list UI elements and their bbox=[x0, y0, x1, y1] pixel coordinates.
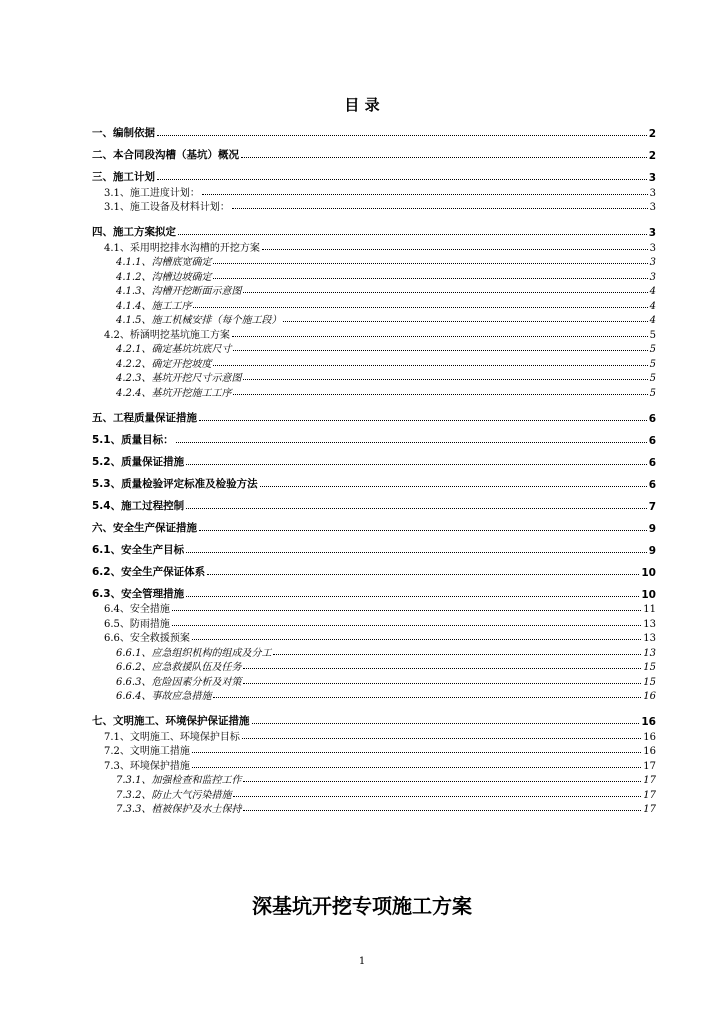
toc-entry[interactable] bbox=[92, 801, 656, 816]
toc-entry[interactable] bbox=[92, 425, 656, 447]
toc-dot-leader bbox=[252, 723, 640, 724]
toc-entry[interactable] bbox=[92, 239, 656, 254]
toc-dot-leader bbox=[199, 530, 647, 531]
toc-dot-leader bbox=[262, 249, 648, 250]
toc-dot-leader bbox=[172, 625, 641, 626]
toc-entry-text: 二、本合同段沟槽（基坑）概况 bbox=[92, 149, 239, 161]
toc-entry[interactable] bbox=[92, 162, 656, 184]
toc-entry[interactable] bbox=[92, 688, 656, 703]
toc-entry-page: 6 bbox=[648, 412, 656, 425]
toc-entry-page: 7 bbox=[648, 500, 656, 513]
toc-dot-leader bbox=[243, 668, 641, 669]
toc-entry-text: 3.1、施工进度计划： bbox=[104, 187, 200, 199]
toc-entry-text: 5.2、质量保证措施 bbox=[92, 455, 185, 468]
toc-dot-leader bbox=[233, 394, 647, 395]
toc-dot-leader bbox=[241, 157, 647, 158]
toc-entry-page: 13 bbox=[643, 618, 656, 630]
toc-entry-text: 5.1、质量目标： bbox=[92, 433, 174, 446]
toc-entry-page: 15 bbox=[643, 662, 656, 673]
toc-entry-text: 7.3、环境保护措施 bbox=[104, 760, 190, 772]
toc-entry-text: 三、施工计划 bbox=[92, 171, 155, 183]
toc-entry[interactable] bbox=[92, 601, 656, 616]
toc-dot-leader bbox=[233, 350, 647, 351]
toc-entry-text: 四、施工方案拟定 bbox=[92, 226, 176, 238]
toc-entry-text: 5.3、质量检验评定标准及检验方法 bbox=[92, 477, 258, 490]
toc-entry-page: 13 bbox=[643, 633, 656, 644]
toc-entry-text: 7.1、文明施工、环境保护目标 bbox=[104, 731, 240, 743]
toc-dot-leader bbox=[186, 596, 639, 597]
toc-entry[interactable] bbox=[92, 184, 656, 199]
toc-entry-page: 11 bbox=[643, 604, 656, 615]
toc-entry[interactable] bbox=[92, 757, 656, 772]
toc-entry[interactable] bbox=[92, 786, 656, 801]
toc-dot-leader bbox=[213, 278, 647, 279]
toc-dot-leader bbox=[199, 420, 647, 421]
toc-entry[interactable] bbox=[92, 355, 656, 370]
toc-entry[interactable] bbox=[92, 513, 656, 535]
toc-entry[interactable] bbox=[92, 341, 656, 356]
toc-dot-leader bbox=[178, 234, 647, 235]
toc-dot-leader bbox=[213, 697, 641, 698]
toc-entry-text: 6.1、安全生产目标 bbox=[92, 543, 185, 556]
toc-entry-page: 6 bbox=[648, 478, 656, 491]
toc-entry-page: 17 bbox=[643, 804, 656, 815]
toc-dot-leader bbox=[157, 179, 647, 180]
toc-dot-leader bbox=[192, 767, 641, 768]
toc-entry-text: 7.3.3、植被保护及水土保持 bbox=[116, 804, 242, 815]
toc-dot-leader bbox=[202, 194, 648, 195]
toc-entry-text: 6.4、安全措施 bbox=[104, 604, 170, 615]
toc-entry-page: 17 bbox=[643, 789, 656, 801]
toc-entry-page: 10 bbox=[641, 588, 656, 601]
toc-entry-text: 4.2、桥涵明挖基坑施工方案 bbox=[104, 329, 230, 341]
toc-entry-page: 6 bbox=[648, 456, 656, 469]
toc-entry[interactable] bbox=[92, 491, 656, 513]
toc-entry-page: 16 bbox=[643, 691, 656, 702]
toc-entry-page: 13 bbox=[643, 647, 656, 659]
toc-entry-page: 9 bbox=[648, 522, 656, 535]
toc-entry-page: 2 bbox=[648, 150, 656, 162]
page-number: 1 bbox=[358, 956, 366, 967]
toc-entry-page: 15 bbox=[643, 676, 656, 688]
toc-dot-leader bbox=[172, 610, 641, 611]
toc-entry-text: 六、安全生产保证措施 bbox=[92, 521, 197, 534]
toc-dot-leader bbox=[233, 796, 641, 797]
toc-entry-page: 10 bbox=[641, 566, 656, 579]
toc-dot-leader bbox=[232, 208, 648, 209]
toc-entry[interactable] bbox=[92, 254, 656, 269]
toc-entry-text: 6.3、安全管理措施 bbox=[92, 587, 185, 600]
toc-entry[interactable] bbox=[92, 312, 656, 327]
toc-dot-leader bbox=[157, 135, 647, 136]
toc-entry-text: 6.5、防雨措施 bbox=[104, 618, 170, 630]
toc-entry-page: 5 bbox=[649, 329, 656, 341]
toc-entry-text: 4.1.5、施工机械安排（每个施工段） bbox=[116, 315, 282, 326]
toc-entry[interactable] bbox=[92, 644, 656, 659]
toc-entry[interactable] bbox=[92, 297, 656, 312]
toc-title: 目 录 bbox=[344, 96, 380, 114]
toc-entry[interactable] bbox=[92, 673, 656, 688]
toc-entry[interactable] bbox=[92, 630, 656, 645]
toc-entry-page: 3 bbox=[649, 271, 656, 283]
toc-entry-page: 3 bbox=[648, 227, 656, 239]
toc-dot-leader bbox=[232, 336, 648, 337]
toc-entry-page: 5 bbox=[649, 344, 656, 355]
toc-dot-leader bbox=[243, 683, 641, 684]
toc-entry[interactable] bbox=[92, 370, 656, 385]
toc-entry-text: 6.6.2、应急救援队伍及任务 bbox=[116, 662, 242, 673]
toc-entry-text: 3.1、施工设备及材料计划： bbox=[104, 202, 230, 213]
toc-entry[interactable] bbox=[92, 579, 656, 601]
toc-entry-page: 16 bbox=[643, 746, 656, 757]
toc-entry[interactable] bbox=[92, 217, 656, 239]
toc-entry-page: 16 bbox=[643, 731, 656, 743]
toc-dot-leader bbox=[176, 442, 647, 443]
toc-dot-leader bbox=[273, 654, 641, 655]
toc-entry-page: 17 bbox=[643, 760, 656, 772]
toc-entry-text: 4.2.4、基坑开挖施工工序 bbox=[116, 387, 232, 399]
toc-entry-page: 5 bbox=[649, 387, 656, 399]
toc-entry-page: 2 bbox=[648, 128, 656, 140]
toc-entry[interactable] bbox=[92, 326, 656, 341]
toc-entry-text: 6.6、安全救援预案 bbox=[104, 633, 190, 644]
toc-entry[interactable] bbox=[92, 728, 656, 743]
toc-dot-leader bbox=[186, 464, 647, 465]
toc-dot-leader bbox=[186, 508, 647, 509]
toc-entry-page: 5 bbox=[649, 358, 656, 370]
toc-dot-leader bbox=[207, 574, 639, 575]
toc-entry-page: 17 bbox=[643, 775, 656, 786]
toc-entry-text: 4.1.1、沟槽底宽确定 bbox=[116, 257, 212, 268]
toc-dot-leader bbox=[260, 486, 647, 487]
toc-dot-leader bbox=[242, 738, 641, 739]
toc-entry-text: 6.6.3、危险因素分析及对策 bbox=[116, 676, 242, 688]
toc-entry[interactable] bbox=[92, 268, 656, 283]
toc-entry-page: 3 bbox=[649, 257, 656, 268]
toc-dot-leader bbox=[213, 263, 647, 264]
toc-dot-leader bbox=[213, 365, 647, 366]
toc-entry-text: 6.2、安全生产保证体系 bbox=[92, 565, 206, 578]
toc-entry-page: 3 bbox=[648, 172, 656, 184]
toc-entry-text: 6.6.1、应急组织机构的组成及分工 bbox=[116, 647, 272, 659]
toc-entry[interactable] bbox=[92, 557, 656, 579]
toc-entry-text: 五、工程质量保证措施 bbox=[92, 411, 197, 424]
toc-dot-leader bbox=[243, 810, 641, 811]
table-of-contents bbox=[92, 118, 656, 815]
toc-entry-text: 4.1.3、沟槽开挖断面示意图 bbox=[116, 286, 242, 297]
toc-entry-page: 4 bbox=[649, 286, 656, 297]
toc-entry[interactable] bbox=[92, 140, 656, 162]
toc-entry-text: 4.1.4、施工工序 bbox=[116, 300, 192, 312]
toc-entry-page: 6 bbox=[648, 434, 656, 447]
toc-entry-page: 3 bbox=[649, 242, 656, 254]
toc-entry[interactable] bbox=[92, 772, 656, 787]
toc-entry[interactable] bbox=[92, 384, 656, 399]
toc-entry[interactable] bbox=[92, 403, 656, 425]
toc-entry[interactable] bbox=[92, 706, 656, 728]
toc-entry-text: 4.2.1、确定基坑坑底尺寸 bbox=[116, 344, 232, 355]
toc-entry[interactable] bbox=[92, 118, 656, 140]
toc-entry[interactable] bbox=[92, 199, 656, 214]
toc-entry-text: 7.3.1、加强检查和监控工作 bbox=[116, 775, 242, 786]
toc-entry[interactable] bbox=[92, 615, 656, 630]
toc-entry-page: 9 bbox=[648, 544, 656, 557]
toc-entry-text: 7.3.2、防止大气污染措施 bbox=[116, 789, 232, 801]
document-title: 深基坑开挖专项施工方案 bbox=[252, 894, 472, 918]
toc-dot-leader bbox=[193, 307, 647, 308]
toc-dot-leader bbox=[243, 292, 647, 293]
toc-dot-leader bbox=[192, 752, 641, 753]
toc-dot-leader bbox=[243, 379, 647, 380]
toc-entry-page: 3 bbox=[649, 187, 656, 199]
toc-entry-page: 4 bbox=[649, 300, 656, 312]
toc-entry[interactable] bbox=[92, 659, 656, 674]
toc-entry[interactable] bbox=[92, 535, 656, 557]
toc-entry-text: 7.2、文明施工措施 bbox=[104, 746, 190, 757]
toc-entry-page: 16 bbox=[641, 716, 656, 728]
toc-entry-text: 4.2.2、确定开挖坡度 bbox=[116, 358, 212, 370]
toc-dot-leader bbox=[243, 781, 641, 782]
toc-dot-leader bbox=[186, 552, 647, 553]
toc-entry-text: 5.4、施工过程控制 bbox=[92, 499, 185, 512]
toc-entry[interactable] bbox=[92, 743, 656, 758]
toc-entry[interactable] bbox=[92, 469, 656, 491]
toc-entry[interactable] bbox=[92, 447, 656, 469]
toc-entry-text: 4.1、采用明挖排水沟槽的开挖方案 bbox=[104, 242, 260, 254]
toc-entry-text: 4.1.2、沟槽边坡确定 bbox=[116, 271, 212, 283]
toc-entry-text: 4.2.3、基坑开挖尺寸示意图 bbox=[116, 373, 242, 384]
toc-dot-leader bbox=[283, 321, 647, 322]
toc-entry-page: 5 bbox=[649, 373, 656, 384]
toc-entry-text: 6.6.4、事故应急措施 bbox=[116, 691, 212, 702]
toc-entry-page: 4 bbox=[649, 315, 656, 326]
toc-dot-leader bbox=[192, 639, 641, 640]
toc-entry-text: 一、编制依据 bbox=[92, 127, 155, 139]
toc-entry[interactable] bbox=[92, 283, 656, 298]
toc-entry-text: 七、文明施工、环境保护保证措施 bbox=[92, 715, 250, 727]
toc-entry-page: 3 bbox=[649, 202, 656, 213]
